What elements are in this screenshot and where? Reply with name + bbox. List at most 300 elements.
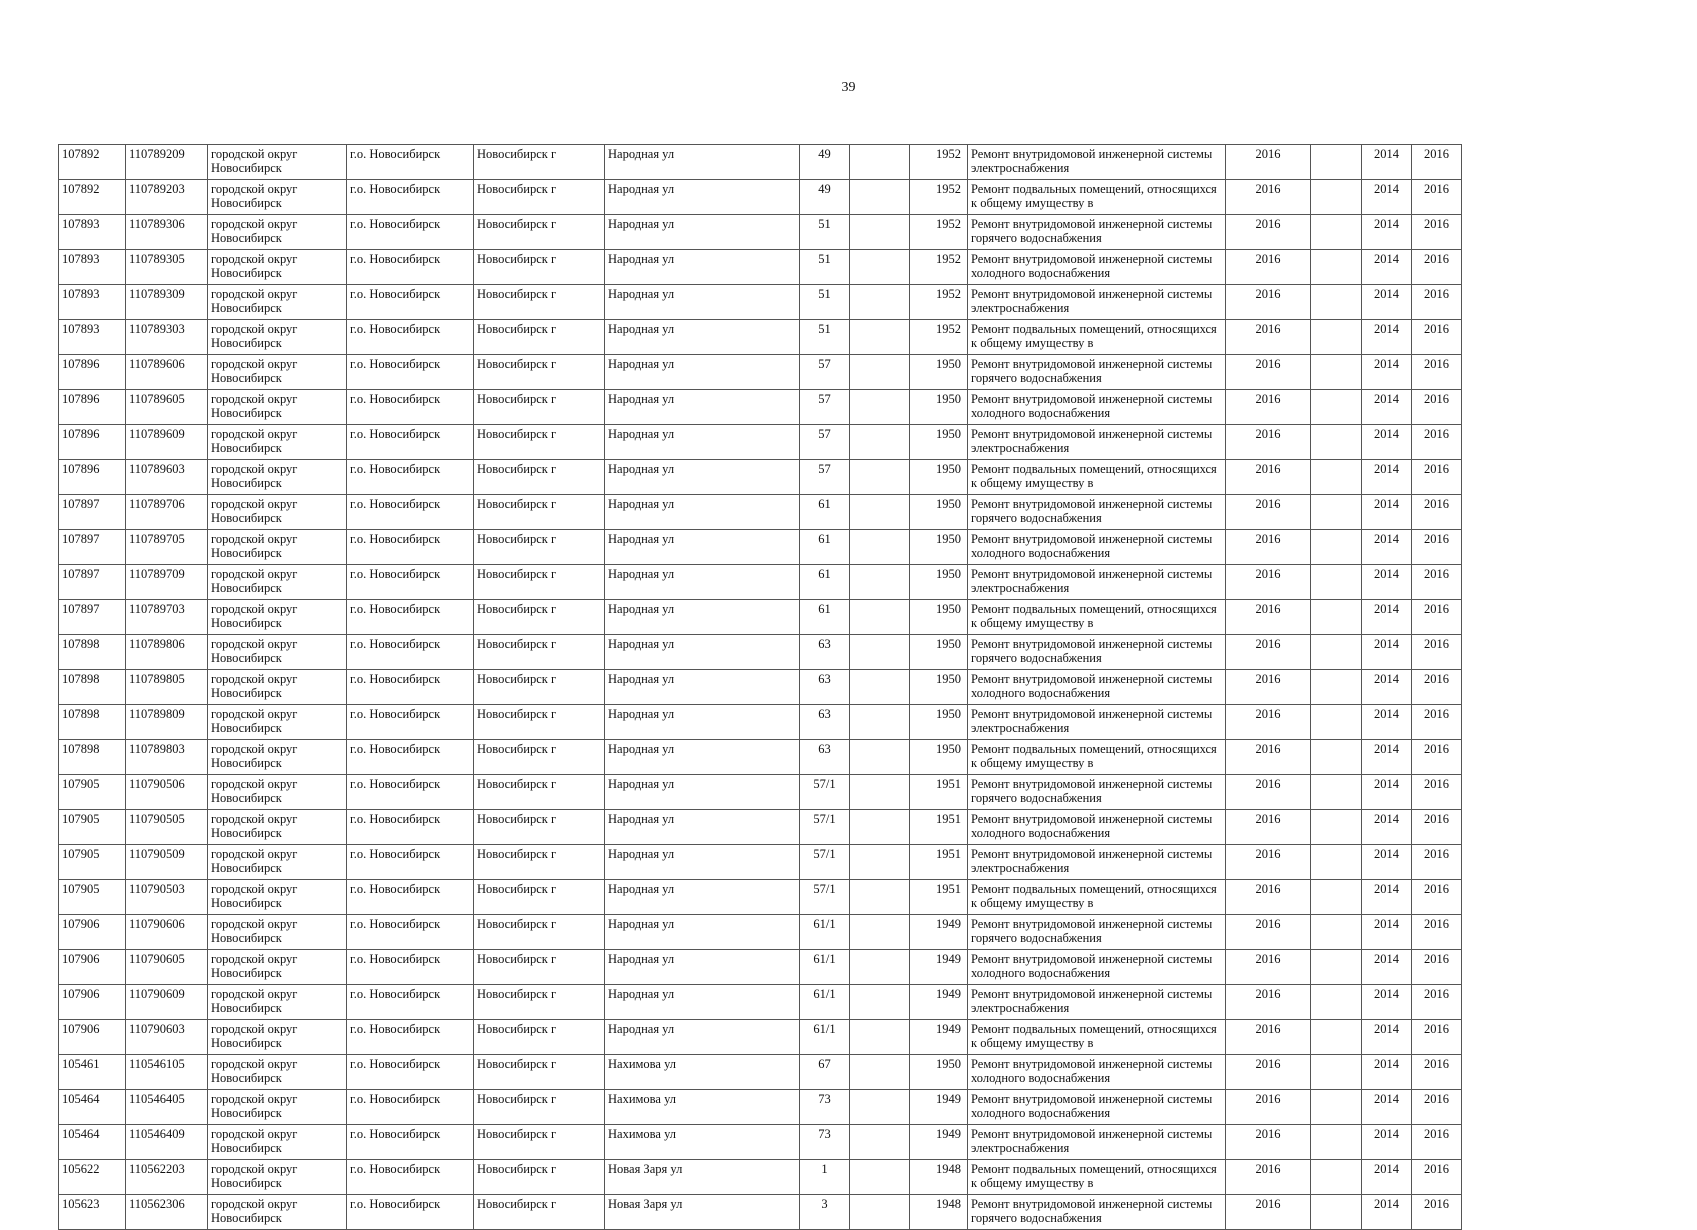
house-id-cell: 107898 — [59, 635, 126, 670]
year-built-cell: 1952 — [910, 320, 968, 355]
period-start-cell: 2014 — [1362, 810, 1412, 845]
building-cell — [850, 145, 910, 180]
table-row — [59, 530, 1462, 565]
period-start-cell: 2014 — [1362, 670, 1412, 705]
plan-year-cell: 2016 — [1226, 705, 1311, 740]
municipality-cell: городской округ Новосибирск — [208, 425, 347, 460]
house-number-cell: 61/1 — [800, 1020, 850, 1055]
house-number-cell: 51 — [800, 250, 850, 285]
plan-year-cell: 2016 — [1226, 495, 1311, 530]
plan-year-cell: 2016 — [1226, 1055, 1311, 1090]
plan-year-cell: 2016 — [1226, 180, 1311, 215]
work-type-cell: Ремонт подвальных помещений, относящихся к общему имуществу в — [968, 460, 1226, 495]
district-cell: г.о. Новосибирск — [347, 390, 474, 425]
city-cell: Новосибирск г — [474, 600, 605, 635]
work-type-cell: Ремонт внутридомовой инженерной системы горячего водоснабжения — [968, 495, 1226, 530]
period-start-cell: 2014 — [1362, 390, 1412, 425]
house-id-cell: 105464 — [59, 1090, 126, 1125]
municipality-cell: городской округ Новосибирск — [208, 180, 347, 215]
municipality-cell: городской округ Новосибирск — [208, 600, 347, 635]
work-id-cell: 110789803 — [126, 740, 208, 775]
work-id-cell: 110789805 — [126, 670, 208, 705]
plan-year-cell: 2016 — [1226, 1160, 1311, 1195]
municipality-cell: городской округ Новосибирск — [208, 355, 347, 390]
building-cell — [850, 1160, 910, 1195]
district-cell: г.о. Новосибирск — [347, 810, 474, 845]
work-id-cell: 110789806 — [126, 635, 208, 670]
work-type-cell: Ремонт подвальных помещений, относящихся к общему имуществу в — [968, 740, 1226, 775]
district-cell: г.о. Новосибирск — [347, 565, 474, 600]
house-number-cell: 49 — [800, 180, 850, 215]
plan-year-cell: 2016 — [1226, 845, 1311, 880]
period-start-cell: 2014 — [1362, 775, 1412, 810]
plan-year-cell: 2016 — [1226, 880, 1311, 915]
period-end-cell: 2016 — [1412, 285, 1462, 320]
house-number-cell: 73 — [800, 1090, 850, 1125]
house-id-cell: 105464 — [59, 1125, 126, 1160]
street-cell: Народная ул — [605, 180, 800, 215]
district-cell: г.о. Новосибирск — [347, 915, 474, 950]
house-id-cell: 107896 — [59, 460, 126, 495]
building-cell — [850, 215, 910, 250]
building-cell — [850, 1020, 910, 1055]
house-id-cell: 105623 — [59, 1195, 126, 1230]
table-row — [59, 355, 1462, 390]
table-row — [59, 915, 1462, 950]
house-id-cell: 105622 — [59, 1160, 126, 1195]
city-cell: Новосибирск г — [474, 250, 605, 285]
year-built-cell: 1952 — [910, 250, 968, 285]
period-end-cell: 2016 — [1412, 1090, 1462, 1125]
building-cell — [850, 355, 910, 390]
period-start-cell: 2014 — [1362, 985, 1412, 1020]
extra-cell — [1311, 1090, 1362, 1125]
building-cell — [850, 600, 910, 635]
work-id-cell: 110789603 — [126, 460, 208, 495]
work-id-cell: 110789305 — [126, 250, 208, 285]
municipality-cell: городской округ Новосибирск — [208, 670, 347, 705]
extra-cell — [1311, 495, 1362, 530]
work-id-cell: 110546405 — [126, 1090, 208, 1125]
municipality-cell: городской округ Новосибирск — [208, 250, 347, 285]
work-id-cell: 110789209 — [126, 145, 208, 180]
district-cell: г.о. Новосибирск — [347, 1020, 474, 1055]
city-cell: Новосибирск г — [474, 775, 605, 810]
municipality-cell: городской округ Новосибирск — [208, 810, 347, 845]
municipality-cell: городской округ Новосибирск — [208, 320, 347, 355]
period-end-cell: 2016 — [1412, 670, 1462, 705]
plan-year-cell: 2016 — [1226, 1020, 1311, 1055]
period-end-cell: 2016 — [1412, 530, 1462, 565]
period-start-cell: 2014 — [1362, 1090, 1412, 1125]
district-cell: г.о. Новосибирск — [347, 600, 474, 635]
work-type-cell: Ремонт внутридомовой инженерной системы электроснабжения — [968, 845, 1226, 880]
plan-year-cell: 2016 — [1226, 670, 1311, 705]
table-row — [59, 215, 1462, 250]
year-built-cell: 1951 — [910, 845, 968, 880]
house-number-cell: 51 — [800, 285, 850, 320]
municipality-cell: городской округ Новосибирск — [208, 1090, 347, 1125]
building-cell — [850, 460, 910, 495]
municipality-cell: городской округ Новосибирск — [208, 950, 347, 985]
street-cell: Народная ул — [605, 985, 800, 1020]
street-cell: Народная ул — [605, 600, 800, 635]
period-start-cell: 2014 — [1362, 565, 1412, 600]
period-start-cell: 2014 — [1362, 425, 1412, 460]
house-id-cell: 107906 — [59, 985, 126, 1020]
house-id-cell: 107905 — [59, 775, 126, 810]
table-row — [59, 1020, 1462, 1055]
building-cell — [850, 250, 910, 285]
work-id-cell: 110789306 — [126, 215, 208, 250]
work-type-cell: Ремонт внутридомовой инженерной системы электроснабжения — [968, 425, 1226, 460]
house-id-cell: 107906 — [59, 1020, 126, 1055]
period-start-cell: 2014 — [1362, 600, 1412, 635]
work-type-cell: Ремонт внутридомовой инженерной системы горячего водоснабжения — [968, 1195, 1226, 1230]
period-start-cell: 2014 — [1362, 1055, 1412, 1090]
year-built-cell: 1949 — [910, 1020, 968, 1055]
house-number-cell: 63 — [800, 670, 850, 705]
work-type-cell: Ремонт внутридомовой инженерной системы горячего водоснабжения — [968, 355, 1226, 390]
building-cell — [850, 775, 910, 810]
table-body — [59, 145, 1462, 1230]
municipality-cell: городской округ Новосибирск — [208, 1160, 347, 1195]
work-type-cell: Ремонт внутридомовой инженерной системы горячего водоснабжения — [968, 775, 1226, 810]
district-cell: г.о. Новосибирск — [347, 145, 474, 180]
extra-cell — [1311, 1055, 1362, 1090]
work-type-cell: Ремонт подвальных помещений, относящихся к общему имуществу в — [968, 1160, 1226, 1195]
year-built-cell: 1949 — [910, 915, 968, 950]
building-cell — [850, 390, 910, 425]
extra-cell — [1311, 390, 1362, 425]
house-number-cell: 61 — [800, 530, 850, 565]
period-start-cell: 2014 — [1362, 355, 1412, 390]
house-number-cell: 57/1 — [800, 845, 850, 880]
district-cell: г.о. Новосибирск — [347, 530, 474, 565]
plan-year-cell: 2016 — [1226, 775, 1311, 810]
table-row — [59, 425, 1462, 460]
house-number-cell: 61 — [800, 600, 850, 635]
period-end-cell: 2016 — [1412, 215, 1462, 250]
municipality-cell: городской округ Новосибирск — [208, 530, 347, 565]
building-cell — [850, 495, 910, 530]
period-start-cell: 2014 — [1362, 845, 1412, 880]
city-cell: Новосибирск г — [474, 565, 605, 600]
house-number-cell: 57 — [800, 425, 850, 460]
table-row — [59, 670, 1462, 705]
period-end-cell: 2016 — [1412, 390, 1462, 425]
year-built-cell: 1950 — [910, 635, 968, 670]
house-id-cell: 107896 — [59, 390, 126, 425]
work-type-cell: Ремонт внутридомовой инженерной системы горячего водоснабжения — [968, 915, 1226, 950]
period-start-cell: 2014 — [1362, 1195, 1412, 1230]
house-number-cell: 63 — [800, 740, 850, 775]
extra-cell — [1311, 530, 1362, 565]
city-cell: Новосибирск г — [474, 530, 605, 565]
period-end-cell: 2016 — [1412, 1055, 1462, 1090]
city-cell: Новосибирск г — [474, 985, 605, 1020]
house-id-cell: 107897 — [59, 530, 126, 565]
city-cell: Новосибирск г — [474, 1125, 605, 1160]
extra-cell — [1311, 460, 1362, 495]
building-cell — [850, 285, 910, 320]
work-type-cell: Ремонт внутридомовой инженерной системы холодного водоснабжения — [968, 530, 1226, 565]
year-built-cell: 1950 — [910, 705, 968, 740]
city-cell: Новосибирск г — [474, 880, 605, 915]
year-built-cell: 1949 — [910, 985, 968, 1020]
city-cell: Новосибирск г — [474, 705, 605, 740]
municipality-cell: городской округ Новосибирск — [208, 1125, 347, 1160]
street-cell: Народная ул — [605, 285, 800, 320]
street-cell: Нахимова ул — [605, 1055, 800, 1090]
work-id-cell: 110789609 — [126, 425, 208, 460]
city-cell: Новосибирск г — [474, 1160, 605, 1195]
year-built-cell: 1952 — [910, 145, 968, 180]
extra-cell — [1311, 985, 1362, 1020]
work-id-cell: 110546409 — [126, 1125, 208, 1160]
period-end-cell: 2016 — [1412, 425, 1462, 460]
plan-year-cell: 2016 — [1226, 565, 1311, 600]
plan-year-cell: 2016 — [1226, 1125, 1311, 1160]
street-cell: Народная ул — [605, 565, 800, 600]
street-cell: Народная ул — [605, 145, 800, 180]
year-built-cell: 1948 — [910, 1195, 968, 1230]
work-id-cell: 110789309 — [126, 285, 208, 320]
street-cell: Народная ул — [605, 880, 800, 915]
building-cell — [850, 180, 910, 215]
building-cell — [850, 1090, 910, 1125]
street-cell: Новая Заря ул — [605, 1195, 800, 1230]
district-cell: г.о. Новосибирск — [347, 1090, 474, 1125]
year-built-cell: 1951 — [910, 880, 968, 915]
table-row — [59, 1125, 1462, 1160]
table-row — [59, 1160, 1462, 1195]
city-cell: Новосибирск г — [474, 1195, 605, 1230]
work-type-cell: Ремонт внутридомовой инженерной системы электроснабжения — [968, 145, 1226, 180]
street-cell: Народная ул — [605, 635, 800, 670]
district-cell: г.о. Новосибирск — [347, 670, 474, 705]
extra-cell — [1311, 705, 1362, 740]
period-end-cell: 2016 — [1412, 600, 1462, 635]
period-start-cell: 2014 — [1362, 460, 1412, 495]
house-id-cell: 107893 — [59, 215, 126, 250]
house-id-cell: 107898 — [59, 705, 126, 740]
city-cell: Новосибирск г — [474, 1090, 605, 1125]
work-id-cell: 110790603 — [126, 1020, 208, 1055]
house-number-cell: 63 — [800, 635, 850, 670]
period-end-cell: 2016 — [1412, 145, 1462, 180]
extra-cell — [1311, 600, 1362, 635]
year-built-cell: 1952 — [910, 285, 968, 320]
house-number-cell: 57 — [800, 355, 850, 390]
district-cell: г.о. Новосибирск — [347, 1055, 474, 1090]
district-cell: г.о. Новосибирск — [347, 320, 474, 355]
extra-cell — [1311, 775, 1362, 810]
house-id-cell: 107892 — [59, 180, 126, 215]
city-cell: Новосибирск г — [474, 810, 605, 845]
plan-year-cell: 2016 — [1226, 530, 1311, 565]
work-id-cell: 110789203 — [126, 180, 208, 215]
house-id-cell: 107893 — [59, 285, 126, 320]
plan-year-cell: 2016 — [1226, 950, 1311, 985]
table-row — [59, 810, 1462, 845]
street-cell: Народная ул — [605, 915, 800, 950]
district-cell: г.о. Новосибирск — [347, 950, 474, 985]
period-start-cell: 2014 — [1362, 880, 1412, 915]
house-number-cell: 57/1 — [800, 810, 850, 845]
work-type-cell: Ремонт внутридомовой инженерной системы горячего водоснабжения — [968, 635, 1226, 670]
work-type-cell: Ремонт подвальных помещений, относящихся к общему имуществу в — [968, 600, 1226, 635]
district-cell: г.о. Новосибирск — [347, 845, 474, 880]
house-id-cell: 107905 — [59, 880, 126, 915]
extra-cell — [1311, 1125, 1362, 1160]
table-row — [59, 285, 1462, 320]
period-end-cell: 2016 — [1412, 1160, 1462, 1195]
plan-year-cell: 2016 — [1226, 355, 1311, 390]
house-number-cell: 3 — [800, 1195, 850, 1230]
table-row — [59, 880, 1462, 915]
house-number-cell: 57/1 — [800, 775, 850, 810]
plan-year-cell: 2016 — [1226, 915, 1311, 950]
work-type-cell: Ремонт внутридомовой инженерной системы электроснабжения — [968, 985, 1226, 1020]
period-end-cell: 2016 — [1412, 845, 1462, 880]
plan-year-cell: 2016 — [1226, 985, 1311, 1020]
house-id-cell: 107896 — [59, 355, 126, 390]
plan-year-cell: 2016 — [1226, 390, 1311, 425]
table-row — [59, 145, 1462, 180]
work-id-cell: 110789709 — [126, 565, 208, 600]
city-cell: Новосибирск г — [474, 950, 605, 985]
street-cell: Нахимова ул — [605, 1125, 800, 1160]
house-number-cell: 61 — [800, 565, 850, 600]
street-cell: Народная ул — [605, 775, 800, 810]
building-cell — [850, 565, 910, 600]
work-type-cell: Ремонт внутридомовой инженерной системы холодного водоснабжения — [968, 670, 1226, 705]
plan-year-cell: 2016 — [1226, 600, 1311, 635]
work-type-cell: Ремонт внутридомовой инженерной системы холодного водоснабжения — [968, 390, 1226, 425]
table-row — [59, 950, 1462, 985]
street-cell: Народная ул — [605, 460, 800, 495]
municipality-cell: городской округ Новосибирск — [208, 740, 347, 775]
building-cell — [850, 1125, 910, 1160]
plan-year-cell: 2016 — [1226, 1195, 1311, 1230]
work-id-cell: 110562306 — [126, 1195, 208, 1230]
work-type-cell: Ремонт подвальных помещений, относящихся к общему имуществу в — [968, 1020, 1226, 1055]
work-id-cell: 110789606 — [126, 355, 208, 390]
work-id-cell: 110790506 — [126, 775, 208, 810]
house-number-cell: 1 — [800, 1160, 850, 1195]
period-start-cell: 2014 — [1362, 1020, 1412, 1055]
building-cell — [850, 740, 910, 775]
period-start-cell: 2014 — [1362, 1160, 1412, 1195]
street-cell: Новая Заря ул — [605, 1160, 800, 1195]
city-cell: Новосибирск г — [474, 915, 605, 950]
period-end-cell: 2016 — [1412, 635, 1462, 670]
year-built-cell: 1950 — [910, 1055, 968, 1090]
street-cell: Народная ул — [605, 390, 800, 425]
period-start-cell: 2014 — [1362, 705, 1412, 740]
district-cell: г.о. Новосибирск — [347, 705, 474, 740]
table-row — [59, 775, 1462, 810]
year-built-cell: 1952 — [910, 215, 968, 250]
municipality-cell: городской округ Новосибирск — [208, 285, 347, 320]
plan-year-cell: 2016 — [1226, 460, 1311, 495]
municipality-cell: городской округ Новосибирск — [208, 880, 347, 915]
year-built-cell: 1950 — [910, 530, 968, 565]
work-type-cell: Ремонт внутридомовой инженерной системы холодного водоснабжения — [968, 950, 1226, 985]
work-type-cell: Ремонт подвальных помещений, относящихся к общему имуществу в — [968, 320, 1226, 355]
work-id-cell: 110790509 — [126, 845, 208, 880]
extra-cell — [1311, 180, 1362, 215]
period-start-cell: 2014 — [1362, 285, 1412, 320]
year-built-cell: 1949 — [910, 1090, 968, 1125]
work-id-cell: 110562203 — [126, 1160, 208, 1195]
municipality-cell: городской округ Новосибирск — [208, 845, 347, 880]
municipality-cell: городской округ Новосибирск — [208, 460, 347, 495]
extra-cell — [1311, 250, 1362, 285]
building-cell — [850, 880, 910, 915]
municipality-cell: городской округ Новосибирск — [208, 985, 347, 1020]
year-built-cell: 1950 — [910, 390, 968, 425]
district-cell: г.о. Новосибирск — [347, 880, 474, 915]
extra-cell — [1311, 1020, 1362, 1055]
period-end-cell: 2016 — [1412, 985, 1462, 1020]
table-row — [59, 600, 1462, 635]
plan-year-cell: 2016 — [1226, 635, 1311, 670]
street-cell: Народная ул — [605, 425, 800, 460]
street-cell: Народная ул — [605, 1020, 800, 1055]
city-cell: Новосибирск г — [474, 390, 605, 425]
period-end-cell: 2016 — [1412, 950, 1462, 985]
street-cell: Нахимова ул — [605, 1090, 800, 1125]
plan-year-cell: 2016 — [1226, 740, 1311, 775]
house-number-cell: 51 — [800, 320, 850, 355]
table-row — [59, 320, 1462, 355]
table-row — [59, 985, 1462, 1020]
house-number-cell: 51 — [800, 215, 850, 250]
year-built-cell: 1950 — [910, 355, 968, 390]
street-cell: Народная ул — [605, 670, 800, 705]
year-built-cell: 1949 — [910, 950, 968, 985]
period-end-cell: 2016 — [1412, 1195, 1462, 1230]
street-cell: Народная ул — [605, 845, 800, 880]
city-cell: Новосибирск г — [474, 215, 605, 250]
year-built-cell: 1950 — [910, 740, 968, 775]
city-cell: Новосибирск г — [474, 635, 605, 670]
house-id-cell: 107892 — [59, 145, 126, 180]
municipality-cell: городской округ Новосибирск — [208, 635, 347, 670]
street-cell: Народная ул — [605, 950, 800, 985]
table-row — [59, 250, 1462, 285]
period-start-cell: 2014 — [1362, 215, 1412, 250]
district-cell: г.о. Новосибирск — [347, 460, 474, 495]
extra-cell — [1311, 810, 1362, 845]
year-built-cell: 1950 — [910, 565, 968, 600]
district-cell: г.о. Новосибирск — [347, 985, 474, 1020]
municipality-cell: городской округ Новосибирск — [208, 1195, 347, 1230]
period-start-cell: 2014 — [1362, 180, 1412, 215]
period-end-cell: 2016 — [1412, 915, 1462, 950]
city-cell: Новосибирск г — [474, 740, 605, 775]
municipality-cell: городской округ Новосибирск — [208, 390, 347, 425]
table-row — [59, 1090, 1462, 1125]
capital-repair-table — [58, 144, 1462, 1230]
work-id-cell: 110790609 — [126, 985, 208, 1020]
district-cell: г.о. Новосибирск — [347, 740, 474, 775]
house-id-cell: 107893 — [59, 250, 126, 285]
period-end-cell: 2016 — [1412, 320, 1462, 355]
work-id-cell: 110789809 — [126, 705, 208, 740]
